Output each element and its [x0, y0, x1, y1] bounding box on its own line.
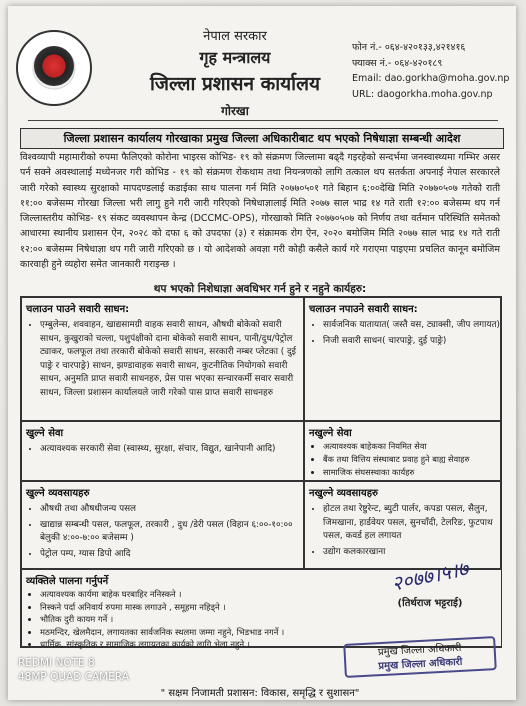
email-text: Email: dao.gorkha@moha.gov.np — [352, 73, 510, 84]
watermark-line-1: REDMI NOTE 8 — [18, 657, 95, 669]
list-item: • सामाजिक संघसस्थाका कार्यहरु — [323, 467, 500, 478]
list-item: • निजी सवारी साधन( चारपाङ्रे, दुई पाङ्रे) — [323, 335, 500, 349]
cell-heading: व्यक्तिले पालना गर्नुपर्ने — [26, 576, 109, 587]
header-divider — [28, 120, 498, 121]
list-item: • अत्यावश्यक सरकारी सेवा (स्वास्थ्य, सुरक्षा, संचार, विद्युत, खानेपानी आदि) — [40, 443, 303, 457]
letterhead — [140, 26, 330, 119]
list-item: • औषधी तथा औषधीजन्य पसल — [40, 503, 303, 517]
stamp-text: प्रमुख जिल्ला अधिकारी — [378, 656, 463, 673]
letterhead-line-4: गोरखा — [221, 104, 249, 118]
letterhead-line-1: नेपाल सरकार — [203, 29, 267, 44]
cell-heading: चलाउन नपाउने सवारी साधन: — [309, 304, 418, 315]
cell-heading: खुल्ने सेवा — [26, 428, 64, 439]
cell-vehicles-not-allowed — [304, 297, 501, 421]
letterhead-line-3: जिल्ला प्रशासन कार्यालय — [149, 73, 321, 95]
table-subheading: थप भएको निशेधाज्ञा अवधिभर गर्न हुने र नहुने कार्यहरु: — [153, 283, 367, 295]
list-item: • अत्यावश्यक कार्यमा बाहेक घरबाहिर ननिस्कने । — [40, 589, 360, 600]
cell-services-open — [21, 421, 304, 481]
handwritten-date: २०७७।५।७ — [389, 556, 471, 596]
cell-vehicles-allowed — [21, 297, 304, 421]
cell-business-closed — [304, 481, 501, 569]
cell-heading: खुल्ने व्यवसायहरु — [26, 488, 90, 499]
cell-heading: चलाउन पाउने सवारी साधन: — [26, 304, 130, 315]
watermark-line-2: 48MP QUAD CAMERA — [18, 671, 129, 683]
footer-slogan: " सक्षम निजामती प्रशासन: विकास, समृद्धि र सुशासन" — [160, 688, 360, 699]
list-item: • बैंक तथा वित्तिय संस्थाबाट प्रवाह हुने बाह्य सेवाहरु — [323, 454, 500, 465]
list-item: • निस्कने पर्दा अनिवार्य रुपमा मास्क लगाउने , समूहमा नहिड्ने । — [40, 602, 360, 613]
phone-text: फोन नं.- ०६४-४२०१३३,४२१४१६ — [352, 42, 466, 53]
list-item: • अत्यावश्यक बाहेकका नियमित सेवा — [323, 441, 500, 452]
government-emblem-icon — [16, 30, 92, 106]
list-item: • मठमन्दिर, खेलमैदान, लगायतका सार्वजनिक स्थलमा जम्मा नहुने, भिडभाड नगर्ने । — [40, 627, 360, 638]
fax-text: फ्याक्स नं.- ०६४-४२०१८९ — [352, 57, 443, 69]
signature-block — [360, 556, 500, 609]
list-item: • धार्मिक, सांस्कृतिक र सामाजिक लगायतका कार्यको लागि भेला नहुने । — [40, 639, 360, 650]
signatory-name: (तिर्थराज भट्टराई) — [397, 598, 463, 609]
letterhead-line-2: गृह मन्त्रालय — [199, 48, 271, 67]
cell-heading: नखुल्ने सेवा — [309, 428, 352, 439]
cell-business-open — [21, 481, 304, 569]
notice-paragraph: विश्वव्यापी महामारीको रुपमा फैलिएको कोरोना भाइरस कोभिड- १९ को संक्रमण जिल्लामा बढ्दै गइरहेको सन्दर्भमा जनस्वास्थ्यमा गम्भिर असर पर्न सक्ने अवस्थालाई मध्येनजर गरी कोभिड - १९ को संक्रमण रोकथाम तथा नियन्त्रणको लागि तत्काल थप सतर्कता अपनाई नेपाल सरकारले जारी गरेको स्वास्थ्य सुरक्षाको मापदण्डलाई कडाईका साथ पालना गर्न मिति २०७७०५०१ गते बिहान ६:००देखि मिति २०७७०५०७ गतेको राती ११:०० बजेसम्म गोरखा जिल्ला भरी लागु हुने गरी जारी गरिएको निषेधाज्ञालाई मिति २०७७ साल भाद्र १४ गते राती १२:०० बजेसम्म थप गर्न जिल्लास्तरीय कोभिड- १९ संकट व्यवस्थापन केन्द्र (DCCMC-OPS), गोरखाको मिति २०७७०५०७ को निर्णय तथा वर्तमान परिस्थिति समेतको आधारमा स्थानीय प्रशासन ऐन, २०२८ को दफा ६ को उपदफा (३) र संक्रामक रोग ऐन, २०२० बमोजिम मिति २०७७ साल भाद्र १४ गते राती १२:०० बजेसम्म निषेधाज्ञा थप गरी जारी गरिएको छ । यो आदेशको अवज्ञा गरी कोही कसैले कार्य गरे गराएमा पाइएमा प्रचलित कानून बमोजिम कारवाही हुने व्यहोरा समेत जानकारी गराइन्छ । — [20, 152, 500, 271]
list-item: • सार्वजनिक यातायात( जस्तै वस, ट्याक्सी, जीप लगायत) — [323, 319, 500, 333]
cell-heading: नखुल्ने व्यवसायहरु — [309, 488, 378, 499]
url-text: URL: daogorkha.moha.gov.np — [352, 88, 493, 100]
list-item: • होटल तथा रेष्टुरेन्ट, ब्युटी पार्लर, कपडा पसल, सैलुन, जिमखाना, हार्डवेयर पसल, सुनचाँदी, टेलरिङ, फुटपाथ पसल, कवर्ड हल लगायत — [323, 503, 500, 544]
designation-text: प्रमुख जिल्ला अधिकारी — [377, 642, 462, 659]
list-item: • उद्योग कलकारखाना — [323, 546, 500, 560]
notice-title: जिल्ला प्रशासन कार्यालय गोरखाका प्रमुख जिल्ला अधिकारीबाट थप भएको निषेधाज्ञा सम्बन्धी आदेश — [20, 128, 504, 149]
list-item: • भौतिक दुरी कायम गर्ने । — [40, 614, 360, 625]
camera-watermark — [18, 656, 129, 684]
list-item: • एम्बुलेन्स, शववाहन, खाद्यसामग्री वाहक सवारी साधन, औषधी बोकेको सवारी साधन, कुखुराको चल्ला, पशुपंक्षीको दाना बोकेको सवारी साधन, पानी/दुध/पेट्रोल ट्याकर, फलफूल तथा तरकारी बोकेको सवारी साधन, सरकारी नम्बर प्लेटका ( दुई पाङ्रे र चारपाङ्रे) साधन, झण्डावाहक सवारी साधन, कुटनीतिक नियोगको सवारी साधन, अनुमति प्राप्त सवारी साधनहरु, प्रेस पास भएका सन्चारकर्मी सवार सवारी साधन, जिल्ला प्रशासन कार्यालयले जारी गरेको पास प्राप्त सवारी साधनहरु — [40, 319, 303, 401]
cell-services-closed — [304, 421, 501, 481]
contact-block — [352, 40, 512, 102]
list-item: • पेट्रोल पम्प, ग्यास डिपो आदि — [40, 548, 303, 562]
list-item: • खाद्यान्न सम्बन्धी पसल, फलफूल, तरकारी , दुध /डेरी पसल (विहान ६:००-१०:०० बेलुकी ४:००-७:०० बजेसम्म ) — [40, 519, 303, 546]
